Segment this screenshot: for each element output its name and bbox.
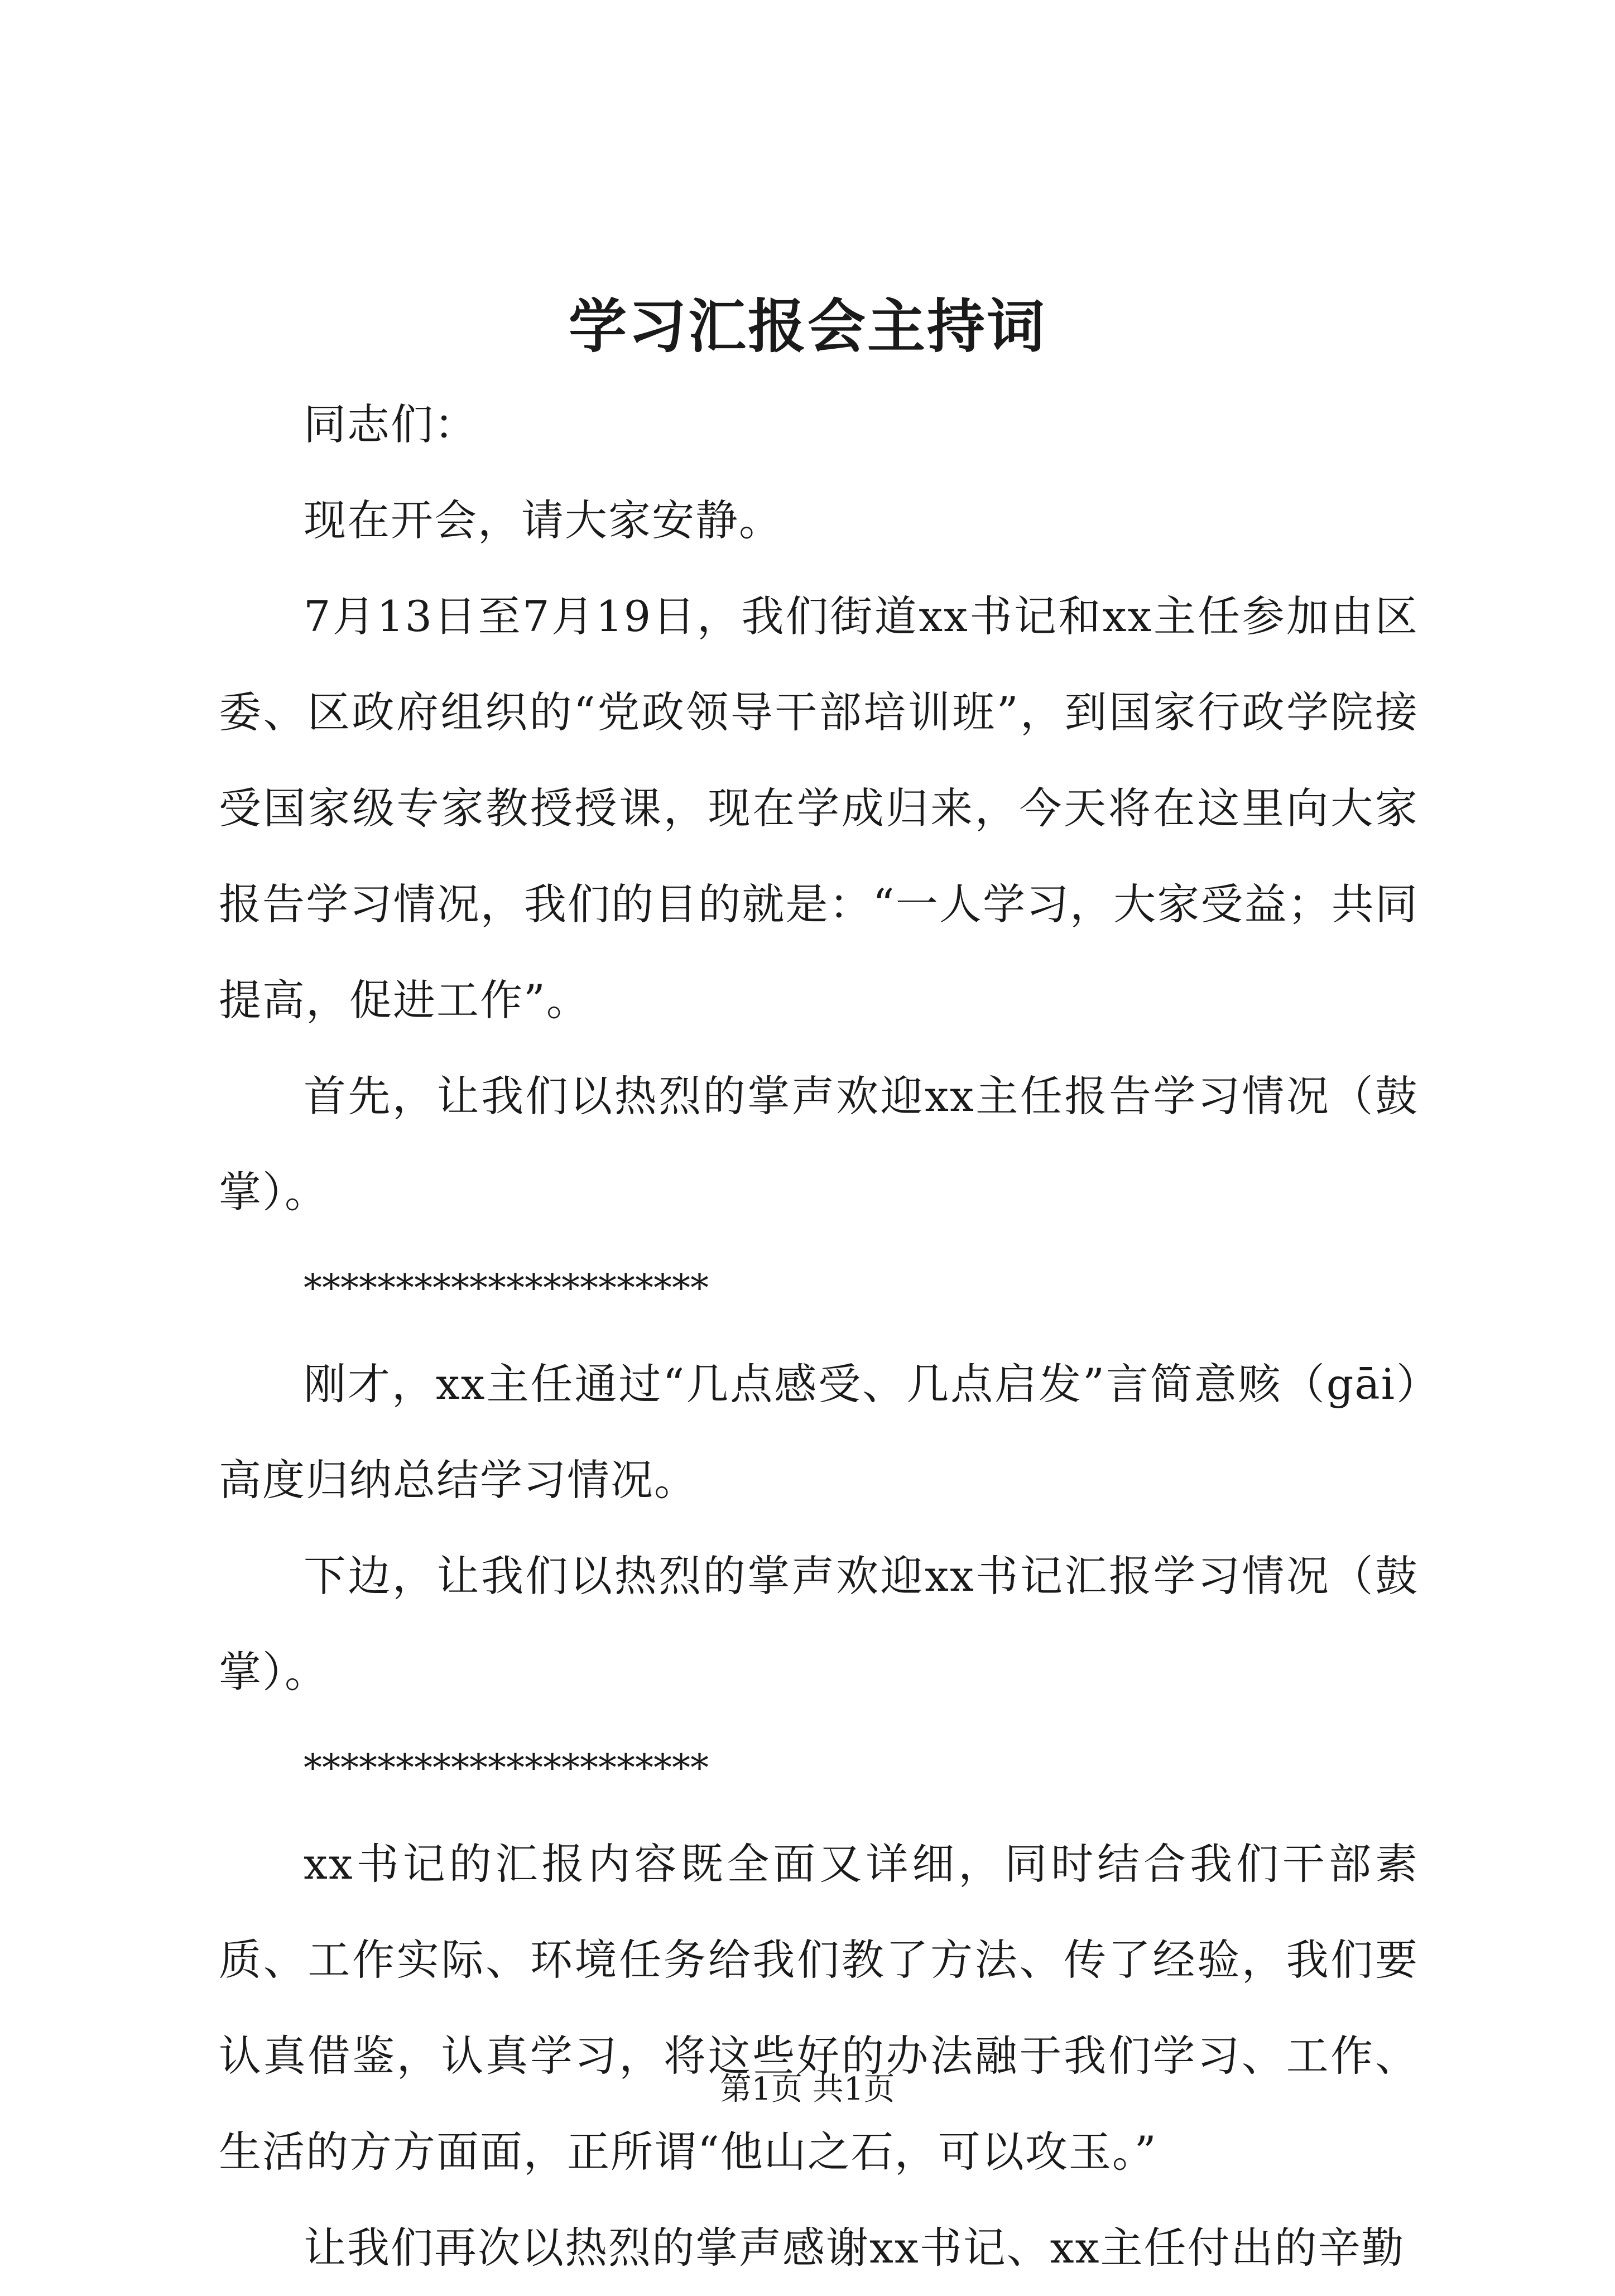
separator-stars-2: ********************** bbox=[304, 1746, 709, 1789]
paragraph-first-report-intro: 首先，让我们以热烈的掌声欢迎xx主任报告学习情况（鼓掌）。 bbox=[219, 1071, 1419, 1217]
paragraph-first-report-summary: 刚才，xx主任通过“几点感受、几点启发”言简意赅（gāi）高度归纳总结学习情况。 bbox=[219, 1359, 1419, 1505]
paragraph-opening: 现在开会，请大家安静。 bbox=[304, 495, 782, 545]
paragraph-second-report-intro: 下边，让我们以热烈的掌声欢迎xx书记汇报学习情况（鼓掌）。 bbox=[219, 1551, 1419, 1697]
paragraph-closing: 让我们再次以热烈的掌声感谢xx书记、xx主任付出的辛勤 bbox=[304, 2223, 1405, 2273]
document-body bbox=[219, 377, 1419, 2296]
paragraph-salutation: 同志们： bbox=[304, 399, 478, 449]
document-title: 学习汇报会主持词 bbox=[568, 292, 1046, 360]
separator-stars-1: ********************** bbox=[304, 1267, 709, 1310]
page-footer: 第1页 共1页 bbox=[720, 2071, 895, 2107]
paragraph-second-report-summary: xx书记的汇报内容既全面又详细，同时结合我们干部素质、工作实际、环境任务给我们教了方法、传了经验，我们要认真借鉴，认真学习，将这些好的办法融于我们学习、工作、生活的方方面面，正所谓“他山之石，可以攻玉。” bbox=[219, 1839, 1419, 2177]
paragraph-background: 7月13日至7月19日，我们街道xx书记和xx主任参加由区委、区政府组织的“党政领导干部培训班”，到国家行政学院接受国家级专家教授授课，现在学成归来，今天将在这里向大家报告学习情况，我们的目的就是：“一人学习，大家受益；共同提高，促进工作”。 bbox=[219, 591, 1419, 1025]
